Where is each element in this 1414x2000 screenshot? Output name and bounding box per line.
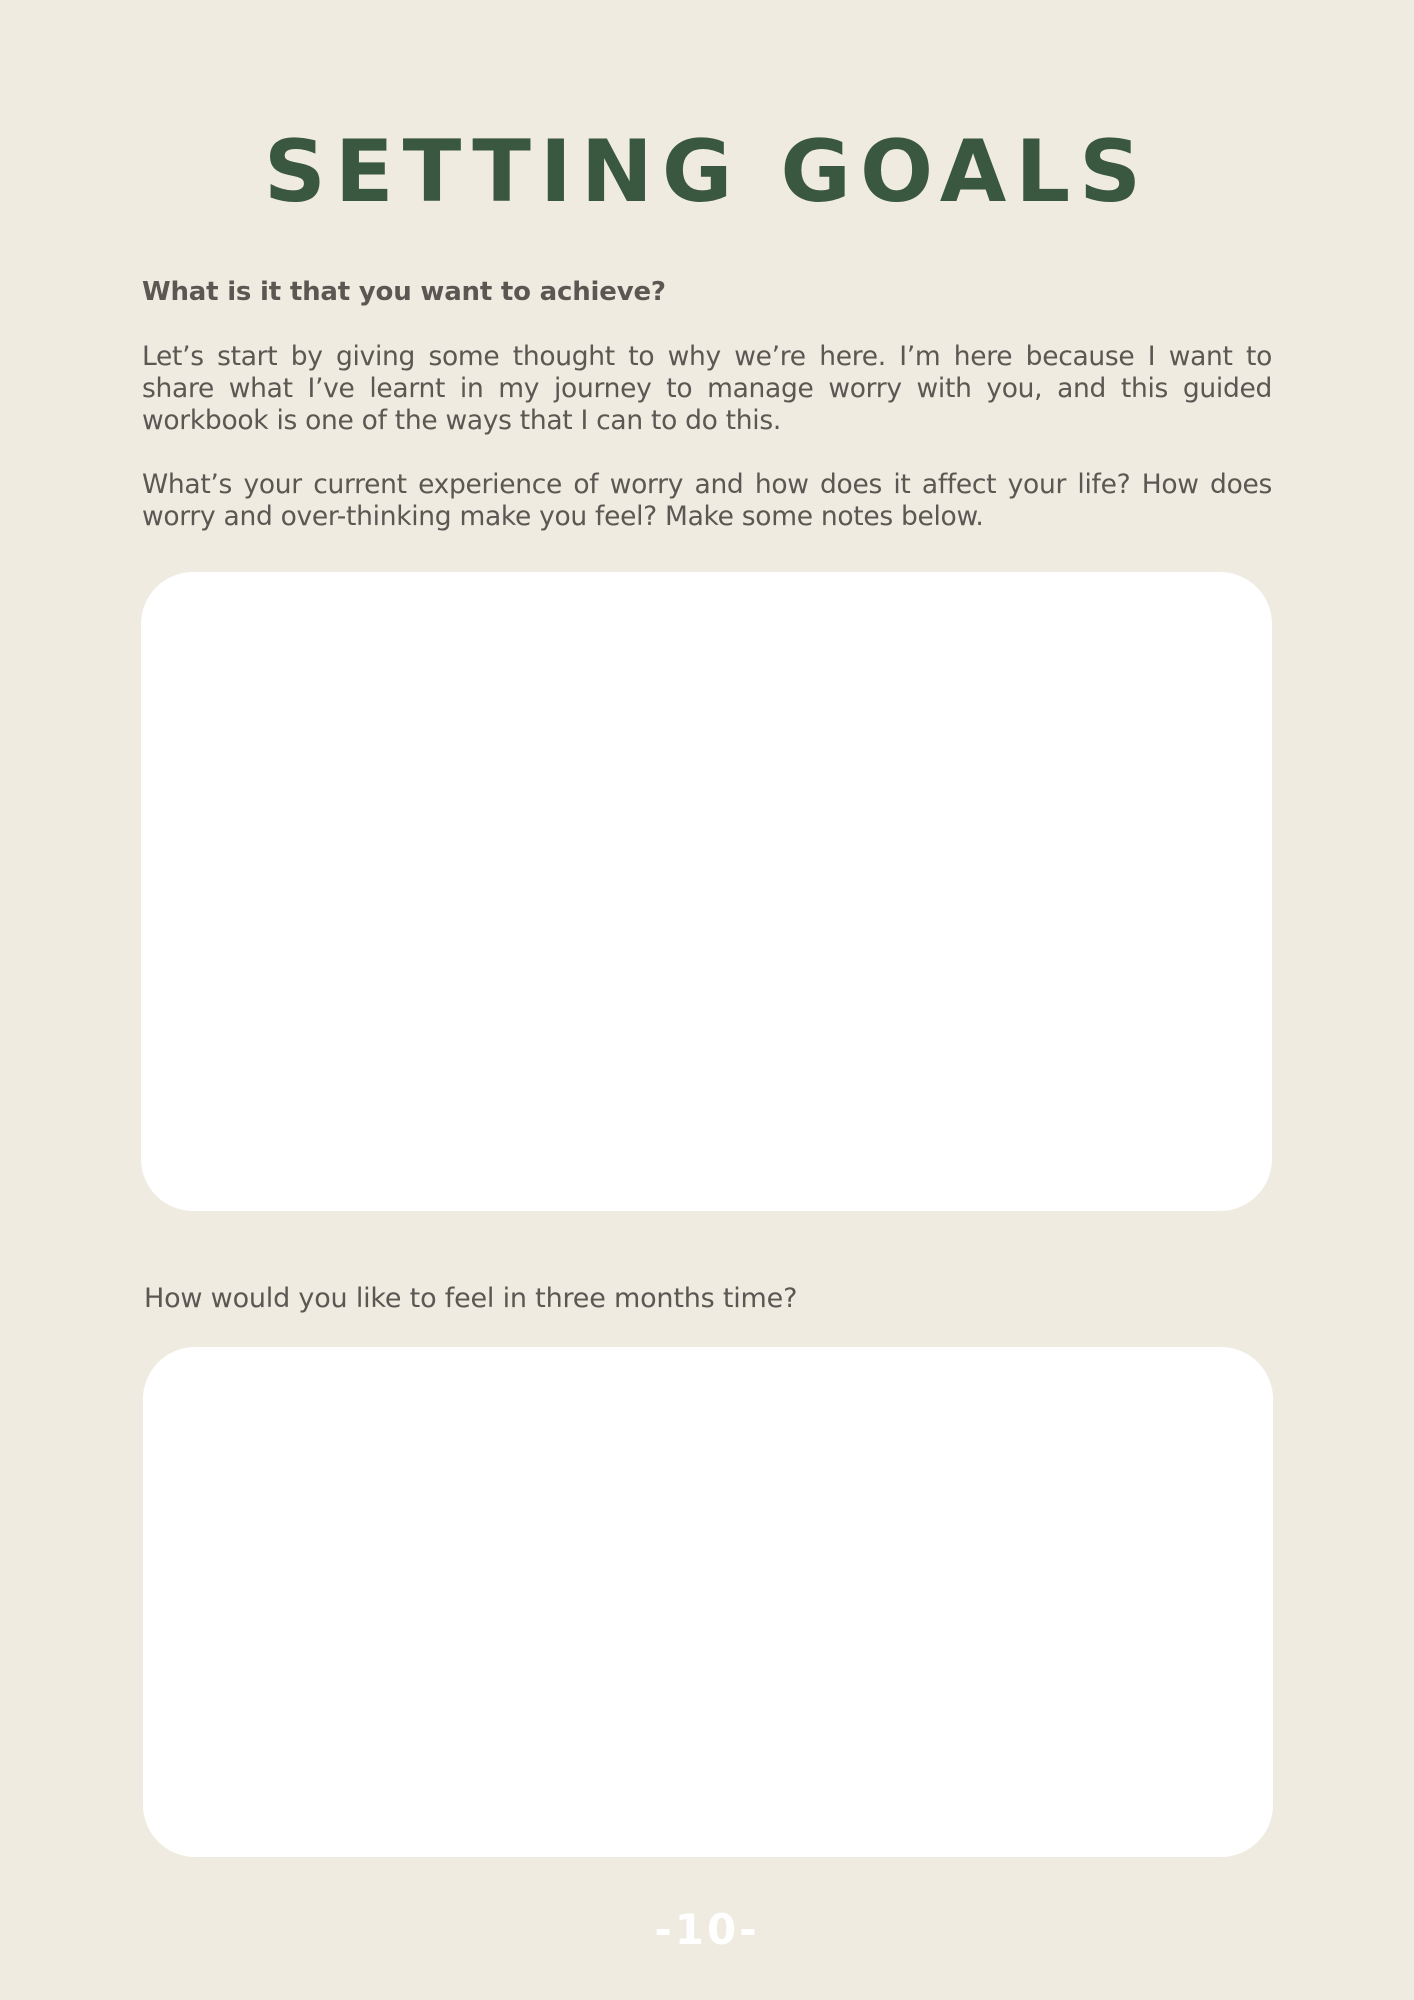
notes-box-three-months[interactable] [143,1347,1273,1857]
notes-box-worry[interactable] [141,572,1272,1211]
question-three-months: How would you like to feel in three months time? [144,1283,798,1314]
page-number: -10- [654,1905,760,1954]
intro-paragraph: Let’s start by giving some thought to why we’re here. I’m here because I want to share what I’ve learnt in my journey to manage worry with you, and this guided workbook is one of the ways that I can to do this. [142,341,1272,436]
worry-prompt-paragraph: What’s your current experience of worry and how does it affect your life? How does worry and over-thinking make you feel? Make some notes below. [142,469,1272,532]
page-title: SETTING GOALS [263,122,1151,222]
question-achieve: What is it that you want to achieve? [142,277,666,307]
